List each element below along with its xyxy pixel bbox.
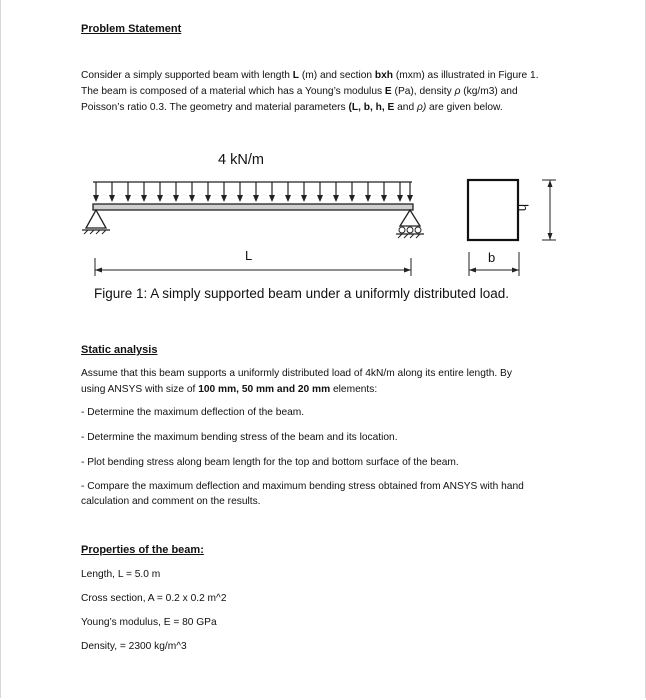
load-arrow	[285, 182, 291, 202]
load-arrow	[301, 182, 307, 202]
load-arrow	[333, 182, 339, 202]
problem-heading: Problem Statement	[81, 23, 182, 35]
load-arrow	[253, 182, 259, 202]
task-item: - Determine the maximum bending stress of the beam and its location.	[81, 432, 398, 443]
task-item-continuation: calculation and comment on the results.	[81, 496, 261, 507]
task-item: - Determine the maximum deflection of the beam.	[81, 407, 305, 418]
load-arrows	[93, 182, 413, 202]
load-arrow	[237, 182, 243, 202]
load-arrow	[317, 182, 323, 202]
task-item: - Plot bending stress along beam length for the top and bottom surface of the beam.	[81, 457, 459, 468]
load-arrow	[125, 182, 131, 202]
cross-section	[468, 180, 518, 240]
load-arrow	[365, 182, 371, 202]
task-item: - Compare the maximum deflection and maximum bending stress obtained from ANSYS with hand	[81, 481, 524, 492]
load-arrow	[173, 182, 179, 202]
load-arrow	[269, 182, 275, 202]
height-label: h	[516, 204, 531, 212]
load-arrow	[205, 182, 211, 202]
load-arrow	[109, 182, 115, 202]
load-label: 4 kN/m	[218, 152, 264, 168]
intro-line-1: Consider a simply supported beam with length L (m) and section bxh (mxm) as illustrated in Figure 1.	[81, 70, 539, 81]
beam-figure	[0, 0, 646, 310]
height-dimension	[542, 180, 556, 240]
load-arrow	[397, 182, 403, 202]
load-arrow	[189, 182, 195, 202]
static-intro	[81, 366, 621, 398]
static-intro-line-1: Assume that this beam supports a uniformly distributed load of 4kN/m along its entire length. By	[81, 368, 512, 379]
load-arrow	[93, 182, 99, 202]
beam	[93, 204, 413, 210]
roller-support	[396, 210, 424, 238]
intro-line-3: Poisson’s ratio 0.3. The geometry and material parameters (L, b, h, E and ρ) are given below.	[81, 102, 503, 113]
length-dimension	[95, 258, 411, 276]
length-label: L	[245, 248, 253, 263]
static-heading: Static analysis	[81, 344, 158, 356]
load-arrow	[221, 182, 227, 202]
property-item: Length, L = 5.0 m	[81, 569, 161, 580]
property-item: Density, = 2300 kg/m^3	[81, 641, 187, 652]
load-arrow	[349, 182, 355, 202]
width-label: b	[488, 250, 496, 265]
load-arrow	[381, 182, 387, 202]
intro-line-2: The beam is composed of a material which has a Young’s modulus E (Pa), density ρ (kg/m3) and	[81, 86, 518, 97]
pin-support	[82, 210, 110, 234]
static-intro-line-2: using ANSYS with size of 100 mm, 50 mm and 20 mm elements:	[81, 384, 378, 395]
load-arrow	[407, 182, 413, 202]
load-arrow	[141, 182, 147, 202]
load-arrow	[157, 182, 163, 202]
properties-heading: Properties of the beam:	[81, 544, 204, 556]
property-item: Young’s modulus, E = 80 GPa	[81, 617, 217, 628]
property-item: Cross section, A = 0.2 x 0.2 m^2	[81, 593, 227, 604]
figure-caption: Figure 1: A simply supported beam under a uniformly distributed load.	[94, 286, 509, 301]
